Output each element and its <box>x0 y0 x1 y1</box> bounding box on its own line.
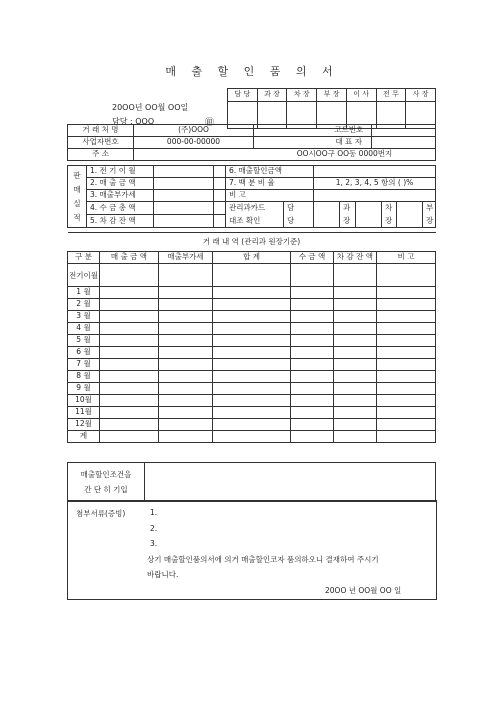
customer-label: 거 래 처 명 <box>68 125 134 137</box>
trade-row-label: 1 월 <box>68 287 100 299</box>
trade-cell <box>100 347 159 359</box>
trade-cell <box>334 359 377 371</box>
trade-cell <box>291 311 334 323</box>
trade-cell <box>334 323 377 335</box>
table-row <box>68 383 436 395</box>
trade-cell <box>377 347 436 359</box>
trade-cell <box>100 359 159 371</box>
trade-header-3: 합 계 <box>213 252 291 264</box>
date-line: 20OO년 OO월 OO일 <box>112 103 189 112</box>
perf-net-balance: 5. 차 감 잔 액 <box>87 215 154 228</box>
bizno-label: 사업자번호 <box>68 137 134 149</box>
trade-header-2: 매출부가세 <box>159 252 213 264</box>
trade-cell <box>291 383 334 395</box>
table-row <box>68 395 436 407</box>
trade-row-label: 전기이월 <box>68 264 100 287</box>
perf-prev-balance: 1. 전 기 이 월 <box>87 166 154 178</box>
trade-cell <box>159 264 213 287</box>
table-row <box>68 335 436 347</box>
trade-cell <box>377 311 436 323</box>
approval-header-1: 과 장 <box>257 89 287 102</box>
trade-cell <box>377 383 436 395</box>
approval-header-3: 부 장 <box>317 89 347 102</box>
trade-cell <box>377 323 436 335</box>
trade-cell <box>213 323 291 335</box>
trade-cell <box>159 299 213 311</box>
trade-cell <box>159 359 213 371</box>
approval-header-0: 담 당 <box>228 89 258 102</box>
trade-row-label: 3 월 <box>68 311 100 323</box>
trade-cell <box>159 419 213 431</box>
trade-cell <box>377 431 436 443</box>
trade-cell <box>159 371 213 383</box>
trade-cell <box>291 407 334 419</box>
sig-dang: 당 <box>284 215 314 228</box>
trade-cell <box>213 431 291 443</box>
perf-card-label: 관리과카드 <box>226 202 284 215</box>
performance-table <box>67 165 436 228</box>
attachment-box <box>67 500 437 600</box>
trade-cell <box>334 395 377 407</box>
sig-bu: 부 <box>423 202 436 215</box>
table-row <box>68 287 436 299</box>
trade-cell <box>334 311 377 323</box>
trade-cell <box>213 359 291 371</box>
perf-discount-amount: 6. 매출할인금액 <box>226 166 314 178</box>
trade-cell <box>213 395 291 407</box>
trade-cell <box>100 419 159 431</box>
trade-cell <box>159 431 213 443</box>
trade-cell <box>377 287 436 299</box>
table-row <box>68 431 436 443</box>
bizno-value: 000-00-00000 <box>134 137 254 149</box>
trade-cell <box>100 383 159 395</box>
trade-header-5: 차 감 잔 액 <box>334 252 377 264</box>
trade-cell <box>334 335 377 347</box>
perf-vat: 3. 매출부가세 <box>87 190 154 202</box>
trade-row-label: 9 월 <box>68 383 100 395</box>
trade-cell <box>334 347 377 359</box>
trade-cell <box>291 419 334 431</box>
code-label: 코드번호 <box>327 125 372 137</box>
trade-cell <box>159 395 213 407</box>
trade-cell <box>100 323 159 335</box>
trade-row-label: 4 월 <box>68 323 100 335</box>
trade-cell <box>291 323 334 335</box>
condition-content <box>145 463 436 502</box>
attach-label: 첨부서류(증빙) <box>76 509 126 518</box>
trade-cell <box>213 264 291 287</box>
info-table <box>67 124 436 161</box>
approval-header-5: 전 무 <box>376 89 406 102</box>
trade-cell <box>291 264 334 287</box>
trade-cell <box>213 311 291 323</box>
trade-table <box>67 232 436 443</box>
trade-row-label: 11월 <box>68 407 100 419</box>
trade-cell <box>100 299 159 311</box>
trade-cell <box>377 371 436 383</box>
trade-cell <box>334 287 377 299</box>
trade-cell <box>291 299 334 311</box>
trade-cell <box>377 407 436 419</box>
trade-cell <box>213 383 291 395</box>
request-text-2: 바랍니다. <box>147 570 179 579</box>
trade-cell <box>213 347 291 359</box>
request-text-1: 상기 매출할인품의서에 의거 매출할인코자 품의하오니 결재하여 주시기 <box>147 555 379 564</box>
addr-value: OO시OO구 OO동 0000번지 <box>134 149 436 161</box>
approval-header-2: 차 장 <box>287 89 317 102</box>
table-row <box>68 407 436 419</box>
document-title: 매 출 할 인 품 의 서 <box>165 65 339 78</box>
trade-cell <box>100 335 159 347</box>
trade-cell <box>334 431 377 443</box>
customer-value: (주)OOO <box>134 125 254 137</box>
trade-cell <box>377 359 436 371</box>
trade-header-1: 매 출 금 액 <box>100 252 159 264</box>
table-row <box>68 371 436 383</box>
trade-row-label: 계 <box>68 431 100 443</box>
trade-cell <box>291 431 334 443</box>
perf-collection-total: 4. 수 금 총 액 <box>87 202 154 215</box>
trade-cell <box>334 299 377 311</box>
table-row <box>68 311 436 323</box>
sig-jang-3: 장 <box>423 215 436 228</box>
trade-cell <box>213 299 291 311</box>
sig-jang-1: 장 <box>340 215 356 228</box>
condition-label: 매출할인조건을 간 단 히 기입 <box>68 463 145 502</box>
trade-cell <box>213 287 291 299</box>
table-row <box>68 299 436 311</box>
attach-item-3: 3. <box>150 539 158 548</box>
sig-cha: 차 <box>382 202 397 215</box>
trade-row-label: 7 월 <box>68 359 100 371</box>
perf-sales-amount: 2. 매 출 금 액 <box>87 178 154 190</box>
trade-cell <box>291 371 334 383</box>
trade-cell <box>213 371 291 383</box>
trade-cell <box>159 407 213 419</box>
perf-percentage-label: 7. 백 분 비 율 <box>226 178 314 190</box>
approval-table <box>227 88 436 129</box>
attach-item-1: 1. <box>150 508 158 517</box>
sig-jang-2: 장 <box>382 215 397 228</box>
trade-cell <box>159 323 213 335</box>
trade-cell <box>213 419 291 431</box>
trade-cell <box>377 299 436 311</box>
trade-cell <box>100 407 159 419</box>
trade-header-0: 구 분 <box>68 252 100 264</box>
ceo-label: 대 표 자 <box>327 137 372 149</box>
trade-cell <box>334 407 377 419</box>
trade-row-label: 12월 <box>68 419 100 431</box>
trade-cell <box>291 335 334 347</box>
trade-cell <box>100 264 159 287</box>
trade-header-4: 수 금 액 <box>291 252 334 264</box>
trade-cell <box>334 371 377 383</box>
footer-date: 20OO 년 OO월 OO 일 <box>325 586 402 595</box>
trade-cell <box>159 287 213 299</box>
trade-cell <box>291 395 334 407</box>
trade-cell <box>100 395 159 407</box>
attach-item-2: 2. <box>150 524 158 533</box>
trade-cell <box>100 431 159 443</box>
trade-cell <box>159 383 213 395</box>
trade-cell <box>159 335 213 347</box>
approval-header-4: 이 사 <box>346 89 376 102</box>
trade-row-label: 10월 <box>68 395 100 407</box>
trade-cell <box>334 419 377 431</box>
trade-cell <box>291 347 334 359</box>
trade-row-label: 2 월 <box>68 299 100 311</box>
manager-line: 담당 : OOO <box>112 117 155 126</box>
trade-cell <box>159 311 213 323</box>
trade-cell <box>377 264 436 287</box>
condition-table <box>67 462 436 502</box>
trade-header-6: 비 고 <box>377 252 436 264</box>
trade-cell <box>334 383 377 395</box>
trade-cell <box>377 419 436 431</box>
trade-cell <box>377 335 436 347</box>
trade-cell <box>213 335 291 347</box>
sig-dam: 담 <box>284 202 314 215</box>
trade-cell <box>100 371 159 383</box>
trade-cell <box>159 347 213 359</box>
trade-title: 거 래 내 역 (관리과 원장기준) <box>68 233 436 252</box>
table-row <box>68 359 436 371</box>
trade-cell <box>291 287 334 299</box>
sig-gwa: 과 <box>340 202 356 215</box>
perf-verify-label: 대조 확인 <box>226 215 284 228</box>
table-row <box>68 347 436 359</box>
trade-cell <box>100 311 159 323</box>
perf-remarks-label: 비 고 <box>226 190 314 202</box>
trade-row-label: 5 월 <box>68 335 100 347</box>
trade-cell <box>334 264 377 287</box>
trade-row-label: 8 월 <box>68 371 100 383</box>
table-row <box>68 264 436 287</box>
trade-cell <box>377 395 436 407</box>
trade-cell <box>291 359 334 371</box>
perf-percentage-value: 1, 2, 3, 4, 5 항의 ( )% <box>314 178 436 190</box>
trade-cell <box>100 287 159 299</box>
addr-label: 주 소 <box>68 149 134 161</box>
approval-header-6: 사 장 <box>406 89 436 102</box>
trade-cell <box>213 407 291 419</box>
table-row <box>68 419 436 431</box>
perf-side-label: 판 매 실 적 <box>68 166 87 228</box>
trade-row-label: 6 월 <box>68 347 100 359</box>
table-row <box>68 323 436 335</box>
seal-mark: ㊞ <box>205 118 215 128</box>
